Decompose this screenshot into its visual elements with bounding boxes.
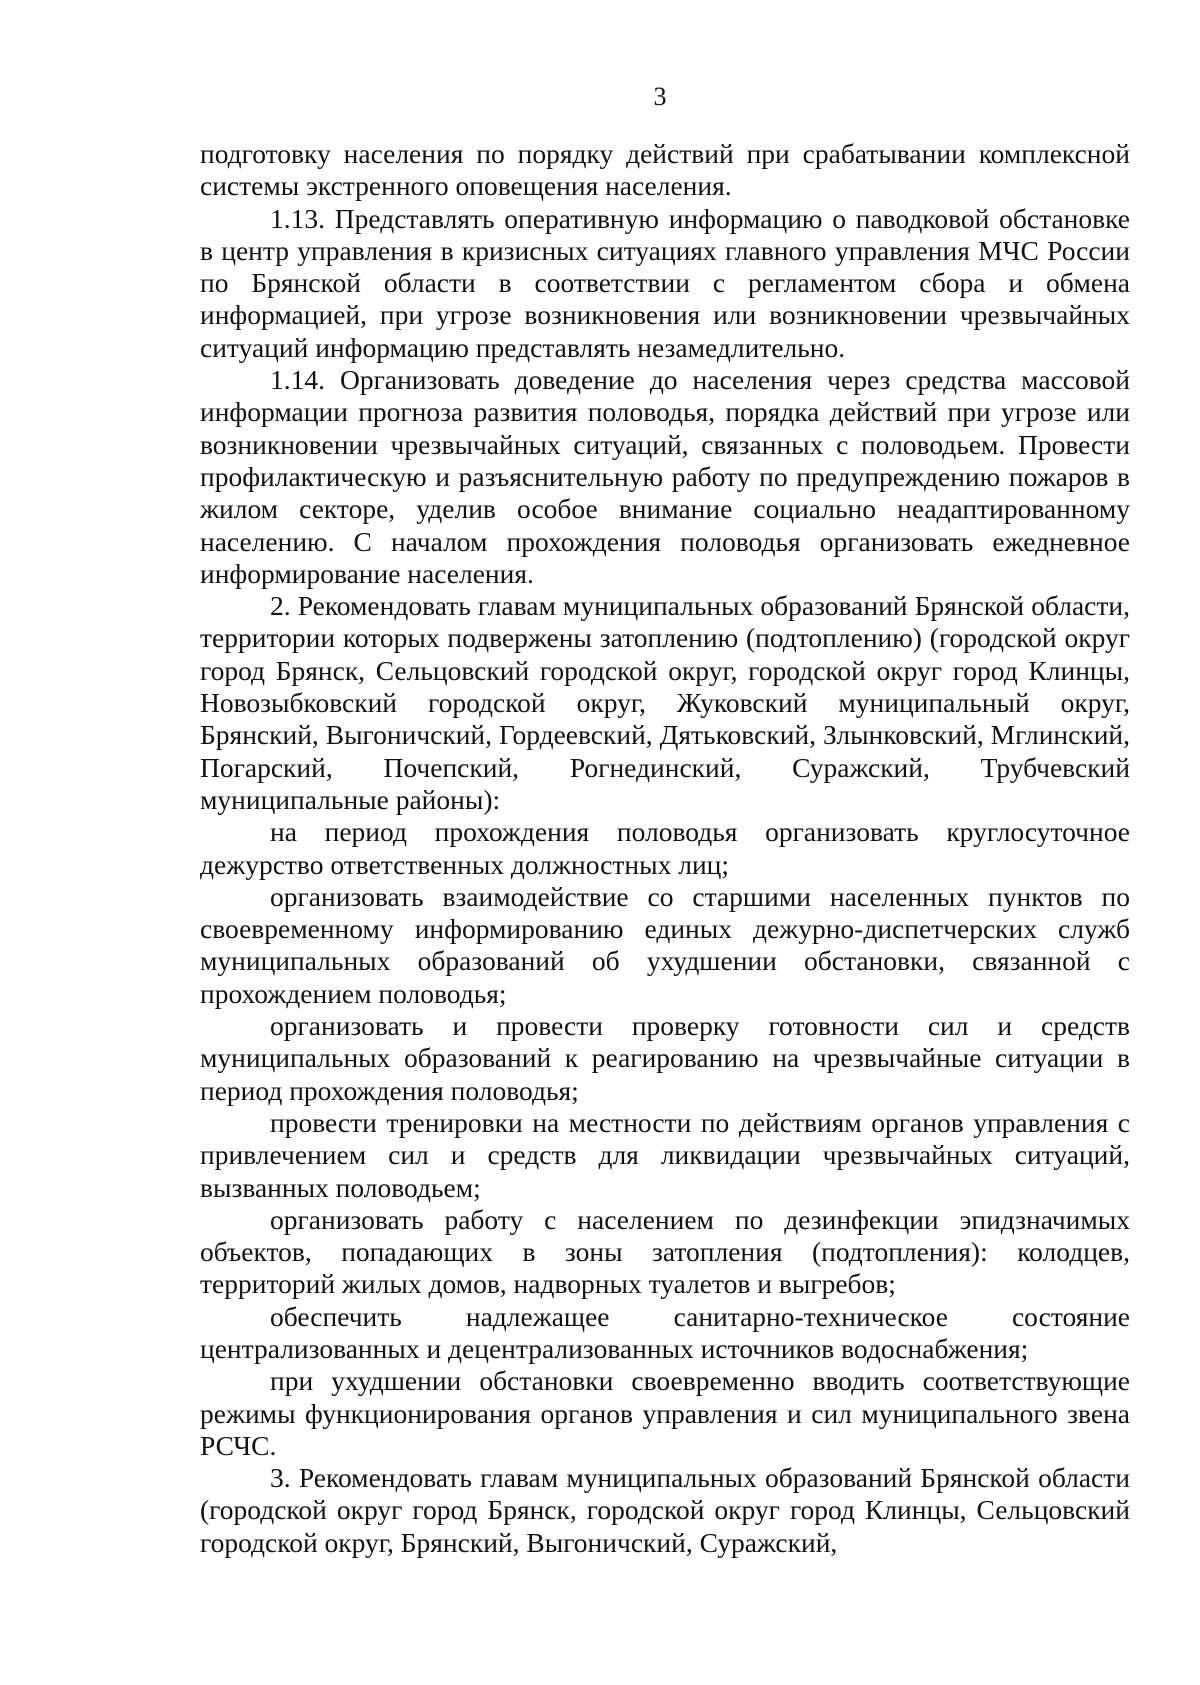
list-item-operating-modes: при ухудшении обстановки своевременно вводить соответствующие режимы функционирования органов управления и сил муниципального звена РСЧС. bbox=[200, 1365, 1130, 1461]
list-item-disinfection: организовать работу с населением по дезинфекции эпидзначимых объектов, попадающих в зоны затопления (подтопления): колодцев, территорий жилых домов, надворных туалетов и выгребов; bbox=[200, 1203, 1130, 1300]
list-item-duty: на период прохождения половодья организовать круглосуточное дежурство ответственных должностных лиц; bbox=[200, 816, 1130, 880]
list-item-field-training: провести тренировки на местности по действиям органов управления с привлечением сил и средств для ликвидации чрезвычайных ситуаций, вызванных половодьем; bbox=[200, 1106, 1130, 1203]
paragraph-1-14: 1.14. Организовать доведение до населения через средства массовой информации прогноза развития половодья, порядка действий при угрозе или возникновении чрезвычайных ситуаций, связанных с половодьем. Провести профилактическую и разъяснительную работу по предупреждению пожаров в жилом секторе, уделив особое внимание социально неадаптированному населению. С началом прохождения половодья организовать ежедневное информирование населения. bbox=[200, 364, 1130, 589]
paragraph-2: 2. Рекомендовать главам муниципальных образований Брянской области, территории которых подвержены затоплению (подтоплению) (городской округ город Брянск, Сельцовский городской округ, городской округ город Клинцы, Новозыбковский городской округ, Жуковский муниципальный округ, Брянский, Выгоничский, Гордеевский, Дятьковский, Злынковский, Мглинский, Погарский, Почепский, Рогнединский, Суражский, Трубчевский муниципальные районы): bbox=[200, 590, 1130, 815]
document-body bbox=[200, 138, 1130, 1559]
list-item-cooperation: организовать взаимодействие со старшими населенных пунктов по своевременному информированию единых дежурно-диспетчерских служб муниципальных образований об ухудшении обстановки, связанной с прохождением половодья; bbox=[200, 880, 1130, 1009]
paragraph-3: 3. Рекомендовать главам муниципальных образований Брянской области (городской округ город Брянск, городской округ город Клинцы, Сельцовский городской округ, Брянский, Выгоничский, Суражский, bbox=[200, 1462, 1130, 1558]
list-item-water-supply: обеспечить надлежащее санитарно-техническое состояние централизованных и децентрализованных источников водоснабжения; bbox=[200, 1300, 1130, 1364]
paragraph-1-13: 1.13. Представлять оперативную информацию о паводковой обстановке в центр управления в кризисных ситуациях главного управления МЧС России по Брянской области в соответствии с регламентом сбора и обмена информацией, при угрозе возникновения или возникновении чрезвычайных ситуаций информацию представлять незамедлительно. bbox=[200, 202, 1130, 363]
paragraph-continuation: подготовку населения по порядку действий при срабатывании комплексной системы экстренного оповещения населения. bbox=[200, 138, 1130, 202]
list-item-readiness-check: организовать и провести проверку готовности сил и средств муниципальных образований к реагированию на чрезвычайные ситуации в период прохождения половодья; bbox=[200, 1010, 1130, 1106]
page-number: 3 bbox=[653, 82, 667, 111]
